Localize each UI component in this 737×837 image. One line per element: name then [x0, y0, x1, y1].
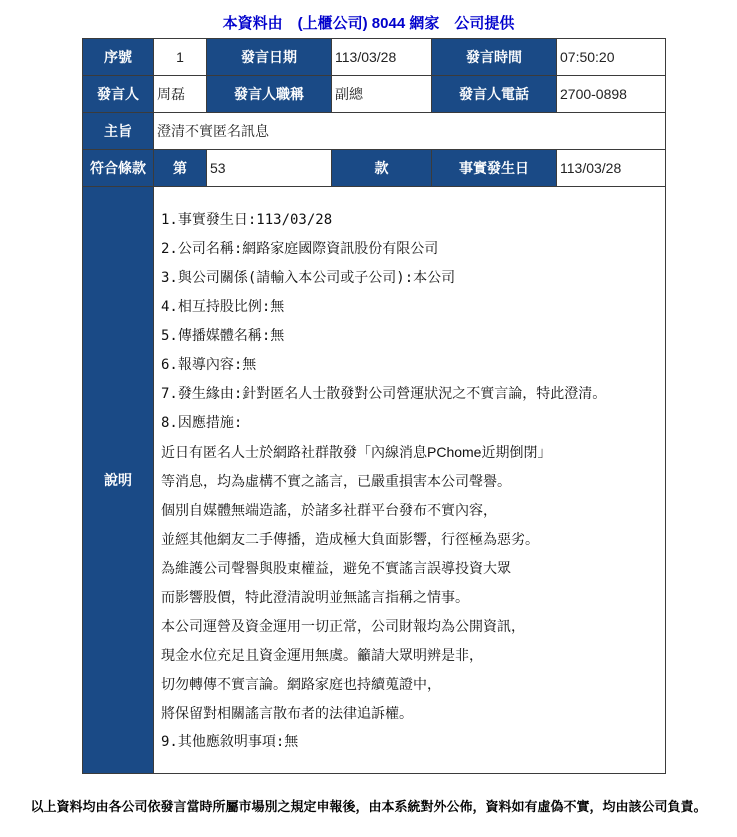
date-value: 113/03/28	[332, 39, 432, 76]
time-label: 發言時間	[432, 39, 557, 76]
clause-suffix: 款	[332, 150, 432, 187]
description-line: 而影響股價，特此澄清說明並無謠言指稱之情事。	[161, 589, 469, 605]
description-line: 3.與公司關係(請輸入本公司或子公司):本公司	[161, 270, 456, 286]
phone-value: 2700-0898	[557, 76, 666, 113]
time-value: 07:50:20	[557, 39, 666, 76]
description-line: 2.公司名稱:網路家庭國際資訊股份有限公司	[161, 241, 439, 257]
description-line: 本公司運營及資金運用一切正常，公司財報均為公開資訊，	[161, 618, 525, 634]
description-line: 9.其他應敘明事項:無	[161, 734, 299, 750]
row-clause	[83, 150, 666, 187]
description-line: 1.事實發生日:113/03/28	[161, 212, 333, 228]
description-line: 個別自媒體無端造謠，於諸多社群平台發布不實內容，	[161, 502, 497, 518]
subject-label: 主旨	[83, 113, 154, 150]
row-subject	[83, 113, 666, 150]
description-line: 4.相互持股比例:無	[161, 299, 285, 315]
row-speaker	[83, 76, 666, 113]
row-serial	[83, 39, 666, 76]
speaker-value: 周磊	[154, 76, 207, 113]
description-line: 近日有匿名人士於網路社群散發「內線消息PChome近期倒閉」	[161, 444, 552, 460]
description-lines	[157, 187, 662, 757]
description-line: 5.傳播媒體名稱:無	[161, 328, 285, 344]
row-description	[83, 187, 666, 774]
page-header: 本資料由 (上櫃公司) 8044 網家 公司提供	[222, 15, 515, 32]
disclaimer-footer: 以上資料均由各公司依發言當時所屬市場別之規定申報後，由本系統對外公佈，資料如有虛偽不實，均由該公司負責。	[30, 799, 707, 814]
serial-label: 序號	[83, 39, 154, 76]
description-line: 將保留對相關謠言散布者的法律追訴權。	[161, 705, 413, 721]
description-line: 現金水位充足且資金運用無虞。籲請大眾明辨是非，	[161, 647, 483, 663]
announcement-table	[82, 38, 666, 774]
speaker-title-label: 發言人職稱	[207, 76, 332, 113]
subject-value: 澄清不實匿名訊息	[154, 113, 666, 150]
description-line: 等消息，均為虛構不實之謠言，已嚴重損害本公司聲譽。	[161, 473, 511, 489]
description-line: 6.報導內容:無	[161, 357, 257, 373]
event-date-label: 事實發生日	[432, 150, 557, 187]
description-line: 8.因應措施:	[161, 415, 243, 431]
description-line: 切勿轉傳不實言論。網路家庭也持續蒐證中，	[161, 676, 441, 692]
description-line: 7.發生緣由:針對匿名人士散發對公司營運狀況之不實言論，特此澄清。	[161, 386, 607, 402]
speaker-title-value: 副總	[332, 76, 432, 113]
clause-value: 53	[207, 150, 332, 187]
date-label: 發言日期	[207, 39, 332, 76]
description-label: 說明	[83, 187, 154, 774]
event-date-value: 113/03/28	[557, 150, 666, 187]
description-line: 並經其他網友二手傳播，造成極大負面影響，行徑極為惡劣。	[161, 531, 539, 547]
clause-prefix: 第	[154, 150, 207, 187]
phone-label: 發言人電話	[432, 76, 557, 113]
description-line: 為維護公司聲譽與股東權益，避免不實謠言誤導投資大眾	[161, 560, 511, 576]
serial-value: 1	[154, 39, 207, 76]
speaker-label: 發言人	[83, 76, 154, 113]
description-content	[154, 187, 666, 774]
clause-label: 符合條款	[83, 150, 154, 187]
